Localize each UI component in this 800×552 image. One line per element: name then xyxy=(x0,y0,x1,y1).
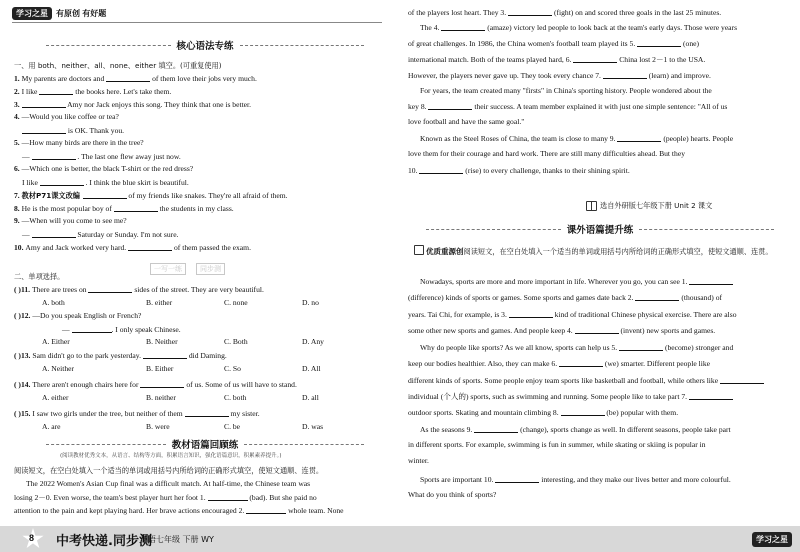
source-note xyxy=(586,201,712,211)
stem-text: There are trees on xyxy=(31,285,89,294)
passage-line xyxy=(420,342,733,353)
choice-stem xyxy=(14,311,141,321)
header-divider xyxy=(12,22,382,23)
answer-blank[interactable] xyxy=(619,342,663,351)
item-number: ( )13. xyxy=(14,351,33,360)
choice-option[interactable]: A. Either xyxy=(42,337,70,346)
choice-option[interactable]: D. was xyxy=(302,422,324,431)
divider xyxy=(46,444,166,445)
passage-text: outdoor sports. Skating and mountain climbing 8. xyxy=(408,408,561,417)
divider xyxy=(426,229,561,230)
fill-item xyxy=(14,112,119,122)
choice-option[interactable]: C. Both xyxy=(224,337,248,346)
passage-text: For years, the team created many "firsts" in China's sporting history. People wondered about the xyxy=(420,86,712,95)
choice-option[interactable]: B. either xyxy=(146,298,173,307)
passage-text: in different sports. For example, swimming is fun in summer, while skating or skiing is popular in xyxy=(408,440,706,449)
item-number: ( )15. xyxy=(14,409,33,418)
choice-option[interactable]: D. no xyxy=(302,298,319,307)
section-heading: 教材语篇回顾练 xyxy=(171,440,239,451)
fill-item xyxy=(14,190,288,201)
answer-blank[interactable] xyxy=(508,7,552,16)
answer-blank[interactable] xyxy=(603,70,647,79)
passage-line xyxy=(408,165,630,176)
answer-blank[interactable] xyxy=(40,177,84,186)
source-text: 选自外研版七年级下册 Unit 2 课文 xyxy=(600,201,713,210)
answer-blank[interactable] xyxy=(635,292,679,301)
answer-blank[interactable] xyxy=(573,54,617,63)
item-text: He is the most popular boy of xyxy=(21,204,114,213)
item-text: —Which one is better, the black T-shirt or the red dress? xyxy=(21,164,194,173)
passage-line xyxy=(408,292,722,303)
answer-blank[interactable] xyxy=(106,73,150,82)
textbook-tag: 教材P71课文改编 xyxy=(21,191,83,200)
answer-blank[interactable] xyxy=(114,203,158,212)
passage-text: As the seasons 9. xyxy=(420,425,475,434)
page-number: 8 xyxy=(29,533,35,543)
fill-item xyxy=(22,151,181,162)
fill-item xyxy=(22,125,124,136)
passage-text: whole team. None xyxy=(288,506,344,515)
item-number: ( )12. xyxy=(14,311,33,320)
passage-text: (become) stronger and xyxy=(664,343,734,352)
item-text: I like xyxy=(21,87,40,96)
passage-line xyxy=(14,505,344,516)
item-text: . I think the blue skirt is beautiful. xyxy=(85,178,189,187)
item-number: 7. xyxy=(14,191,22,200)
passage-line xyxy=(408,407,678,418)
passage-line xyxy=(408,7,721,18)
pencil-icon xyxy=(414,245,424,255)
passage-line xyxy=(408,375,764,386)
answer-blank[interactable] xyxy=(22,99,66,108)
item-number: 2. xyxy=(14,87,22,96)
passage-text: key 8. xyxy=(408,102,429,111)
passage-text: However, the players never gave up. They took every chance 7. xyxy=(408,71,603,80)
answer-blank[interactable] xyxy=(561,407,605,416)
passage-text: (bad). But she paid no xyxy=(249,493,317,502)
passage-text: love football and have the same goal." xyxy=(408,117,525,126)
original-tag: 优质重源创 xyxy=(426,247,464,256)
footer-title: 中考快递.同步测 xyxy=(56,534,152,549)
passage-text: The 2022 Women's Asian Cup final was a difficult match. At half-time, the Chinese team was xyxy=(26,479,311,488)
item-text: — xyxy=(22,152,32,161)
item-number: 3. xyxy=(14,100,22,109)
passage-text: (amaze) victory led people to look back at the team's early days. Those were years xyxy=(487,23,738,32)
passage-text: (change), sports change as well. In different seasons, people take part xyxy=(520,425,731,434)
passage-text: (learn) and improve. xyxy=(648,71,711,80)
passage-line xyxy=(408,70,711,81)
passage-line xyxy=(408,456,429,466)
page-header xyxy=(12,6,106,20)
item-text: the books here. Let's take them. xyxy=(75,87,172,96)
answer-blank[interactable] xyxy=(32,151,76,160)
fill-item xyxy=(14,99,251,110)
passage-line xyxy=(408,149,685,159)
passage-text: interesting, and they make our lives better and more colourful. xyxy=(541,475,731,484)
answer-blank[interactable] xyxy=(208,492,248,501)
fill-item xyxy=(22,177,189,188)
passage-text: (we) smarter. Different people like xyxy=(604,359,710,368)
passage-line xyxy=(408,391,733,402)
fill-item xyxy=(14,203,234,214)
passage-line xyxy=(408,101,727,112)
choice-option[interactable]: A. are xyxy=(42,422,61,431)
passage-text: kind of traditional Chinese physical exercise. There are also xyxy=(554,310,737,319)
passage-text: (be) popular with them. xyxy=(606,408,679,417)
item-number: 1. xyxy=(14,74,22,83)
answer-blank[interactable] xyxy=(689,391,733,400)
passage-text: of great challenges. In 1986, the China women's football team played its 5. xyxy=(408,39,638,48)
passage-text: losing 2－0. Even worse, the team's best player hurt her foot 1. xyxy=(14,493,208,502)
divider xyxy=(639,229,774,230)
answer-blank[interactable] xyxy=(495,474,539,483)
item-number: 6. xyxy=(14,164,22,173)
choice-option[interactable]: B. Either xyxy=(146,364,174,373)
passage-text: keep our bodies healthier. Also, they can make 6. xyxy=(408,359,559,368)
book-icon xyxy=(586,201,597,211)
passage-text: What do you think of sports? xyxy=(408,490,497,499)
passage-line xyxy=(420,133,733,144)
part1-heading: 一、用 both、neither、all、none、either 填空。(可重复使用) xyxy=(14,61,222,70)
item-text: Saturday or Sunday. I'm not sure. xyxy=(77,230,179,239)
item-number: 10. xyxy=(14,243,26,252)
answer-blank[interactable] xyxy=(246,505,286,514)
passage-line xyxy=(408,54,705,65)
answer-blank[interactable] xyxy=(128,242,172,251)
choice-stem xyxy=(14,350,227,361)
stem-text: my sister. xyxy=(230,409,260,418)
item-text: of them love their jobs very much. xyxy=(152,74,257,83)
answer-blank[interactable] xyxy=(72,324,112,333)
item-number: 4. xyxy=(14,112,22,121)
passage-line xyxy=(408,117,524,127)
passage-text: (people) hearts. People xyxy=(663,134,734,143)
watermark-stamp: 一写一练 xyxy=(150,263,186,275)
section-note: (阅读教材优秀文本，从语言、结构等方面，积累语言知识，强化语篇意识，积累素养提升。) xyxy=(60,453,282,459)
choice-subline xyxy=(62,324,181,335)
passage-line xyxy=(420,424,731,435)
answer-blank[interactable] xyxy=(441,22,485,31)
footer-subtitle: 英语七年级 下册 WY xyxy=(140,535,214,544)
answer-blank[interactable] xyxy=(474,424,518,433)
passage-text: some other new sports and games. And people keep 4. xyxy=(408,326,575,335)
passage-text: (difference) kinds of sports or games. Some sports and games date back 2. xyxy=(408,293,636,302)
item-text: the students in my class. xyxy=(159,204,234,213)
passage-line xyxy=(420,86,712,96)
passage-text: Why do people like sports? As we all know, sports can help us 5. xyxy=(420,343,620,352)
passage-text: (rise) to every challenge, thanks to their shining spirit. xyxy=(465,166,630,175)
choice-option[interactable]: C. So xyxy=(224,364,241,373)
choice-option[interactable]: C. both xyxy=(224,393,247,402)
answer-blank[interactable] xyxy=(720,375,764,384)
passage-text: individual (个人的) sports, such as swimming and running. Some people like to take part 7. xyxy=(408,392,689,401)
fill-item xyxy=(14,73,257,84)
passage-text: (thousand) of xyxy=(681,293,723,302)
choice-option[interactable]: B. neither xyxy=(146,393,176,402)
item-text: —When will you come to see me? xyxy=(21,216,127,225)
passage-line xyxy=(14,492,317,503)
answer-blank[interactable] xyxy=(83,190,127,199)
item-text: of them passed the exam. xyxy=(174,243,251,252)
passage-text: Known as the Steel Roses of China, the team is close to many 9. xyxy=(420,134,618,143)
fill-item xyxy=(14,242,251,253)
item-number: 5. xyxy=(14,138,22,147)
answer-blank[interactable] xyxy=(509,309,553,318)
fill-item xyxy=(14,216,127,226)
passage-line xyxy=(408,309,737,320)
item-number: 8. xyxy=(14,204,22,213)
item-number: ( )11. xyxy=(14,285,32,294)
answer-blank[interactable] xyxy=(575,325,619,334)
passage-text: love them for their courage and hard work. There are still many difficulties ahead. But they xyxy=(408,149,686,158)
passage-text: (one) xyxy=(683,39,700,48)
passage-text: China lost 2－1 to the USA. xyxy=(619,55,706,64)
item-text: — xyxy=(22,230,32,239)
part2-heading: 二、单项选择。 xyxy=(14,272,65,281)
choice-option[interactable]: A. Neither xyxy=(42,364,75,373)
choice-option[interactable]: B. Neither xyxy=(146,337,178,346)
passage-line xyxy=(408,440,706,450)
passage-text: of the players lost heart. They 3. xyxy=(408,8,509,17)
passage-line xyxy=(408,358,710,369)
stem-text: of us. Some of us will have to stand. xyxy=(186,380,297,389)
choice-stem xyxy=(14,284,264,295)
divider xyxy=(244,444,364,445)
answer-blank[interactable] xyxy=(185,408,229,417)
divider xyxy=(240,45,365,46)
passage-text: their success. A team member explained it with just one simple sentence: "All of us xyxy=(474,102,728,111)
passage-text: winter. xyxy=(408,456,429,465)
answer-blank[interactable] xyxy=(428,101,472,110)
choice-option[interactable]: D. Any xyxy=(302,337,324,346)
answer-blank[interactable] xyxy=(637,38,681,47)
item-text: —Would you like coffee or tea? xyxy=(21,112,119,121)
item-text: —How many birds are there in the tree? xyxy=(21,138,144,147)
passage-text: (fight) on and scored three goals in the last 25 minutes. xyxy=(553,8,722,17)
passage-line xyxy=(408,38,699,49)
answer-blank[interactable] xyxy=(617,133,661,142)
passage-intro: 阅读短文，在空白处填入一个适当的单词或用括号内所给词的正确形式填空，使短文通顺、连贯。 xyxy=(14,466,324,475)
choice-option[interactable]: C. none xyxy=(224,298,248,307)
passage-text: 10. xyxy=(408,166,420,175)
item-number: ( )14. xyxy=(14,380,33,389)
answer-blank[interactable] xyxy=(88,284,132,293)
answer-blank[interactable] xyxy=(143,350,187,359)
section-title-extra xyxy=(420,222,780,236)
passage-text: attention to the pain and kept playing hard. Her brave actions encouraged 2. xyxy=(14,506,247,515)
stem-text: sides of the street. They are very beautiful. xyxy=(134,285,264,294)
choice-option[interactable]: D. All xyxy=(302,364,321,373)
answer-blank[interactable] xyxy=(559,358,603,367)
passage-text: years. Tai Chi, for example, is 3. xyxy=(408,310,509,319)
choice-option[interactable]: C. be xyxy=(224,422,241,431)
stem-text: Sam didn't go to the park yesterday. xyxy=(32,351,143,360)
sub-text: — xyxy=(62,325,72,334)
passage-line xyxy=(26,479,310,489)
header-slogan: 有原创 有好题 xyxy=(56,8,107,18)
passage-line xyxy=(420,276,733,287)
brand-logo: 学习之星 xyxy=(12,7,52,20)
answer-blank[interactable] xyxy=(39,86,73,95)
answer-blank[interactable] xyxy=(689,276,733,285)
choice-option[interactable]: A. both xyxy=(42,298,65,307)
passage-text: different kinds of sports. Some people enjoy team sports like basketball and football, while others like xyxy=(408,376,720,385)
choice-stem xyxy=(14,379,297,390)
section-heading: 课外语篇提升练 xyxy=(566,225,634,236)
intro-text: 阅读短文，在空白处填入一个适当的单词或用括号内所给词的正确形式填空，使短文通顺、连贯。 xyxy=(463,247,773,256)
item-text: . The last one flew away just now. xyxy=(77,152,181,161)
item-text: Amy nor Jack enjoys this song. They think that one is better. xyxy=(67,100,252,109)
passage-text: The 4. xyxy=(420,23,442,32)
passage-line xyxy=(408,325,715,336)
watermark-stamp: 同步测 xyxy=(196,263,225,275)
item-text: is OK. Thank you. xyxy=(67,126,125,135)
passage-text: (invent) new sports and games. xyxy=(620,326,716,335)
answer-blank[interactable] xyxy=(419,165,463,174)
stem-text: There aren't enough chairs here for xyxy=(32,380,141,389)
section-title-grammar xyxy=(40,38,370,52)
passage2-intro xyxy=(414,245,773,257)
item-text: I like xyxy=(22,178,40,187)
fill-item xyxy=(14,164,193,174)
choice-option[interactable]: D. all xyxy=(302,393,319,402)
item-text: My parents are doctors and xyxy=(21,74,107,83)
answer-blank[interactable] xyxy=(32,229,76,238)
divider xyxy=(46,45,171,46)
answer-blank[interactable] xyxy=(140,379,184,388)
fill-item xyxy=(14,86,171,97)
passage-line xyxy=(420,474,731,485)
passage-text: international match. Both of the teams played hard, 6. xyxy=(408,55,574,64)
stem-text: did Daming. xyxy=(188,351,227,360)
item-text: Amy and Jack worked very hard. xyxy=(25,243,129,252)
fill-item xyxy=(22,229,178,240)
stem-text: I saw two girls under the tree, but neither of them xyxy=(32,409,185,418)
choice-stem xyxy=(14,408,260,419)
fill-item xyxy=(14,138,144,148)
choice-option[interactable]: B. were xyxy=(146,422,170,431)
choice-option[interactable]: A. either xyxy=(42,393,69,402)
passage-line xyxy=(408,490,496,500)
stem-text: —Do you speak English or French? xyxy=(32,311,142,320)
item-text: of my friends like snakes. They're all afraid of them. xyxy=(128,191,288,200)
passage-line xyxy=(420,22,737,33)
passage-text: Nowadays, sports are more and more important in life. Wherever you go, you can see 1. xyxy=(420,277,690,286)
item-number: 9. xyxy=(14,216,22,225)
section-title-textbook xyxy=(40,437,370,451)
section-heading: 核心语法专练 xyxy=(176,41,234,52)
answer-blank[interactable] xyxy=(22,125,66,134)
passage-text: Sports are important 10. xyxy=(420,475,496,484)
sub-text: . I only speak Chinese. xyxy=(111,325,181,334)
footer-brand: 学习之星 xyxy=(752,532,792,547)
